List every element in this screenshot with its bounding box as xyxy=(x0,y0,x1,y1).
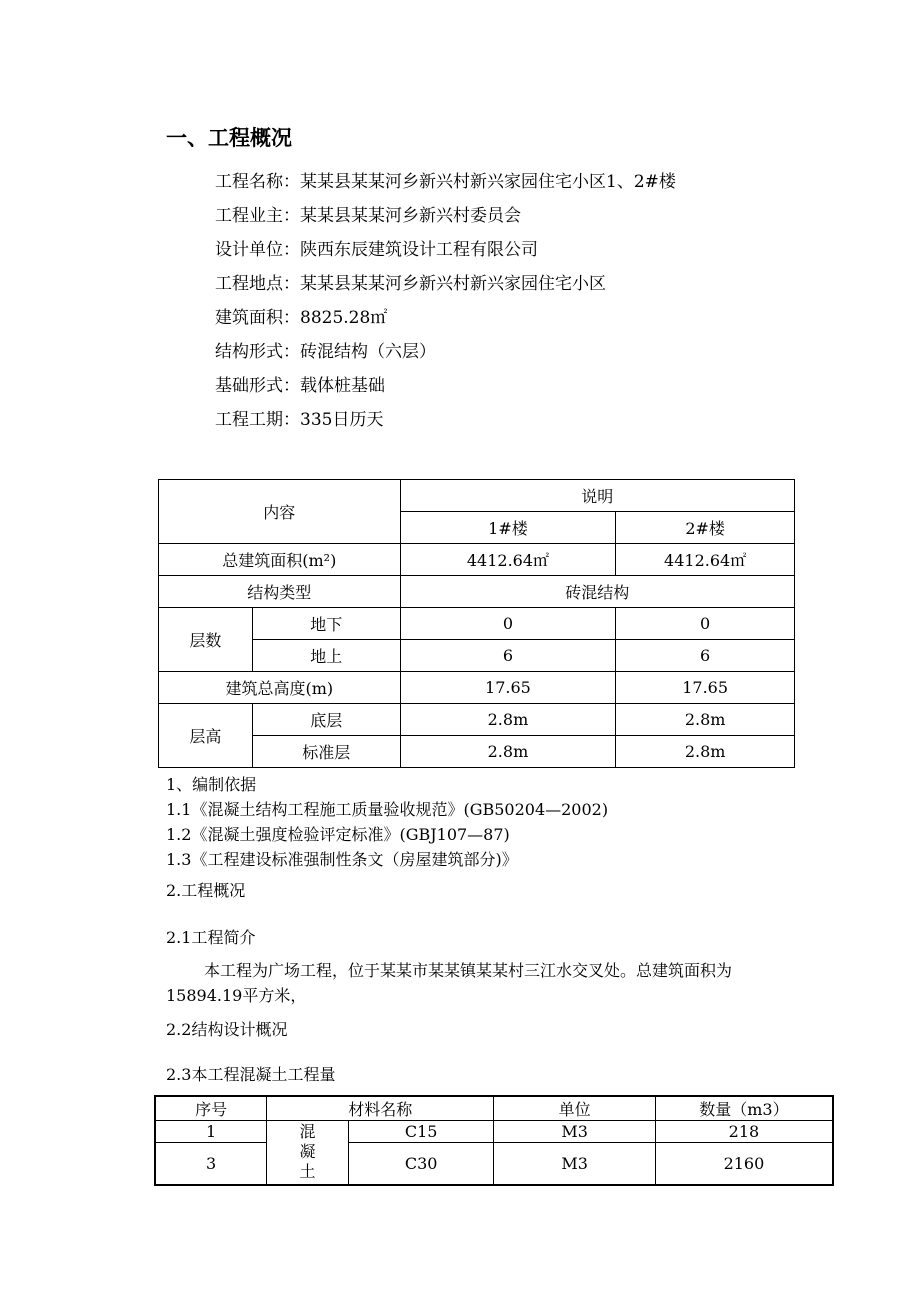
table-cell: 17.65 xyxy=(400,672,616,704)
table-cell: 2#楼 xyxy=(616,512,795,544)
table-cell: 总建筑面积(m²) xyxy=(159,544,401,576)
info-structure: 结构形式：砖混结构（六层） xyxy=(215,342,436,362)
table-cell: 地下 xyxy=(252,608,400,640)
concrete-quantity-table xyxy=(154,1095,834,1186)
table-cell: 6 xyxy=(400,640,616,672)
basis-heading: 1、编制依据 xyxy=(166,775,257,794)
basis-item-3: 1.3《工程建设标准强制性条文（房屋建筑部分)》 xyxy=(166,850,518,869)
table-cell: C30 xyxy=(348,1143,494,1185)
table-cell: 建筑总高度(m) xyxy=(159,672,401,704)
table-header: 数量（m3） xyxy=(655,1096,833,1121)
table-cell: 2.8m xyxy=(616,704,795,736)
table-cell: 层数 xyxy=(159,608,253,672)
table-cell: 17.65 xyxy=(616,672,795,704)
table-cell: 3 xyxy=(155,1143,267,1185)
table-cell: 1 xyxy=(155,1121,267,1143)
building-summary-table xyxy=(158,479,795,768)
info-area: 建筑面积：8825.28㎡ xyxy=(215,308,388,328)
table-cell: M3 xyxy=(494,1121,655,1143)
section-heading: 一、工程概况 xyxy=(166,126,292,150)
table-cell: 内容 xyxy=(159,480,401,544)
table-cell: 地上 xyxy=(252,640,400,672)
table-header: 材料名称 xyxy=(267,1096,494,1121)
table-cell: 218 xyxy=(655,1121,833,1143)
table-header: 单位 xyxy=(494,1096,655,1121)
info-designer: 设计单位：陕西东辰建筑设计工程有限公司 xyxy=(215,240,538,260)
table-cell: 2.8m xyxy=(616,736,795,768)
table-cell: 标准层 xyxy=(252,736,400,768)
table-cell: M3 xyxy=(494,1143,655,1185)
table-cell: 层高 xyxy=(159,704,253,768)
info-project-name: 工程名称：某某县某某河乡新兴村新兴家园住宅小区1、2#楼 xyxy=(215,172,676,192)
section-2-title: 2.工程概况 xyxy=(166,881,246,900)
table-row xyxy=(155,1143,833,1185)
table-cell: 说明 xyxy=(400,480,794,512)
info-foundation: 基础形式：载体桩基础 xyxy=(215,376,385,396)
info-owner: 工程业主：某某县某某河乡新兴村委员会 xyxy=(215,206,521,226)
section-2-1-title: 2.1工程简介 xyxy=(166,928,256,947)
material-char: 混 xyxy=(299,1122,316,1142)
table-cell: 0 xyxy=(400,608,616,640)
table-cell: 2.8m xyxy=(400,736,616,768)
table-cell: 6 xyxy=(616,640,795,672)
table-row xyxy=(155,1121,833,1143)
table-cell: 0 xyxy=(616,608,795,640)
info-location: 工程地点：某某县某某河乡新兴村新兴家园住宅小区 xyxy=(215,274,606,294)
info-duration: 工程工期：335日历天 xyxy=(215,410,384,430)
basis-item-2: 1.2《混凝土强度检验评定标准》(GBJ107—87) xyxy=(166,825,510,844)
material-char: 土 xyxy=(299,1162,316,1182)
table-cell: 砖混结构 xyxy=(400,576,794,608)
section-2-3-title: 2.3本工程混凝土工程量 xyxy=(166,1065,336,1084)
intro-line-1: 本工程为广场工程，位于某某市某某镇某某村三江水交叉处。总建筑面积为 xyxy=(204,961,733,980)
table-cell: 结构类型 xyxy=(159,576,401,608)
material-char: 凝 xyxy=(299,1142,316,1162)
material-group-cell xyxy=(267,1121,349,1185)
intro-line-2: 15894.19平方米， xyxy=(166,986,307,1005)
table-cell: 底层 xyxy=(252,704,400,736)
table-cell: 4412.64㎡ xyxy=(400,544,616,576)
table-cell: 2.8m xyxy=(400,704,616,736)
intro-paragraph xyxy=(166,958,826,1008)
table-cell: 2160 xyxy=(655,1143,833,1185)
section-2-2-title: 2.2结构设计概况 xyxy=(166,1020,288,1039)
basis-item-1: 1.1《混凝土结构工程施工质量验收规范》(GB50204—2002) xyxy=(166,800,609,819)
table-header: 序号 xyxy=(155,1096,267,1121)
table-cell: 1#楼 xyxy=(400,512,616,544)
table-cell: C15 xyxy=(348,1121,494,1143)
table-cell: 4412.64㎡ xyxy=(616,544,795,576)
